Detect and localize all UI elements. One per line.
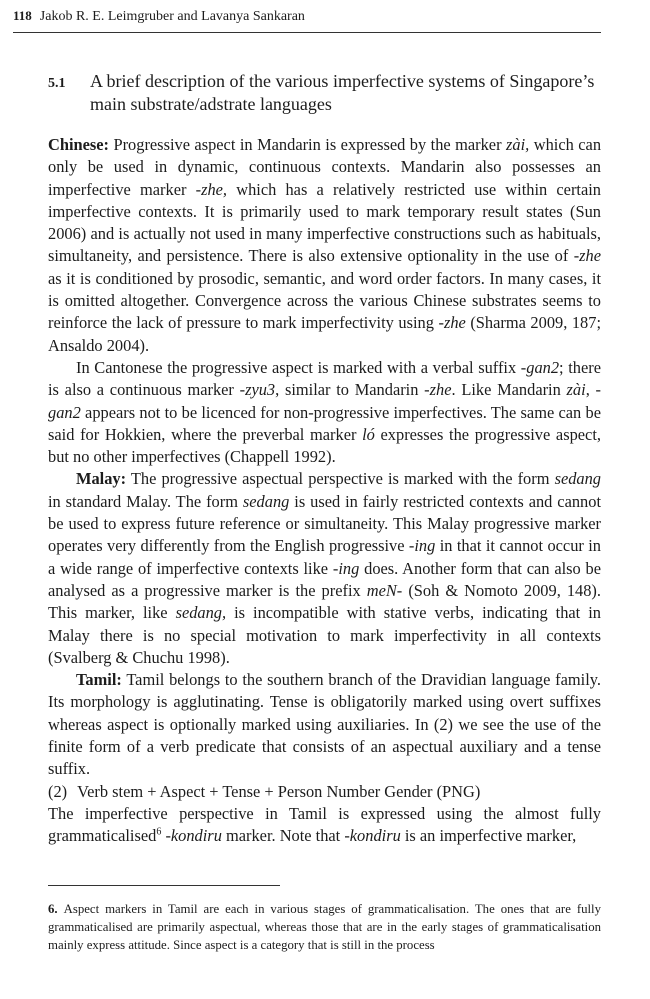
text-span: Tamil belongs to the southern branch of the Dravidian language family. Its morphology is agglutinating. Tense is obligatorily marked using overt suffixes whereas aspect is optionally marked using auxiliaries. In (2) we see the use of the finite form of a verb predicate that consists of an aspectual auxiliary and a tense suffix.: [48, 670, 601, 779]
paragraph-malay: [48, 468, 601, 669]
text-span: ; there is also a continuous marker: [48, 357, 601, 400]
term-gan2: -gan2: [520, 357, 560, 377]
text-span: is an imperfective marker,: [400, 826, 577, 846]
label-chinese: Chinese:: [48, 135, 110, 154]
term-lo: ló: [362, 424, 375, 444]
footnote-rule: [48, 885, 280, 886]
body-text: [48, 134, 601, 848]
text-span: is used in fairly restricted contexts and cannot be used to express future reference or simultaneity. This Malay progressive marker operates very differently from the English progressive: [48, 491, 601, 556]
term-zai: zài,: [506, 135, 530, 154]
text-span: which can only be used in dynamic, continuous contexts. Mandarin also possesses an imperfective marker: [48, 135, 602, 199]
term-zhe: -zhe,: [195, 179, 228, 199]
section-number: 5.1: [48, 76, 66, 91]
text-span: . Like Mandarin: [451, 380, 567, 400]
running-header: [13, 8, 601, 33]
term-zai: zài: [566, 380, 586, 400]
text-span: is incompatible with stative verbs, indicating that in Malay there is no special motivation to mark imperfectivity in all contexts (Svalberg & Chuchu 1998).: [48, 603, 601, 667]
term-sedang: sedang: [554, 469, 601, 489]
header-authors: Jakob R. E. Leimgruber and Lavanya Sankaran: [39, 9, 305, 24]
term-men: meN-: [366, 580, 403, 600]
term-ing: -ing: [408, 536, 436, 556]
term-gan2: -gan2: [48, 380, 601, 422]
term-kondiru: -kondiru: [344, 826, 401, 846]
text-span: In Cantonese the progressive aspect is marked with a verbal suffix: [76, 357, 521, 377]
footnote-text: Aspect markers in Tamil are each in various stages of grammaticalisation. The ones that are fully grammaticalised are primarily aspectual, whereas those that are in the early stages of grammaticalisation mainly express attitude. Since aspect is a category that is still in the process: [48, 902, 601, 952]
text-span: in that it cannot occur in a wide range of imperfective contexts like: [48, 536, 601, 578]
paragraph-tamil: [48, 669, 601, 780]
text-span: in standard Malay. The form: [48, 491, 243, 511]
footnote-number: 6.: [48, 902, 58, 916]
text-span: expresses the progressive aspect, but no other imperfectives (Chappell 1992).: [48, 424, 601, 467]
text-span: marker. Note that: [221, 826, 345, 846]
text-span: (Sharma 2009, 187; Ansaldo 2004).: [48, 313, 601, 355]
example-2: [48, 781, 601, 803]
section-title: A brief description of the various imperfective systems of Singapore’s main substrate/adstrate languages: [90, 71, 595, 114]
example-number: (2): [48, 781, 68, 801]
text-span: does. Another form that can also be analysed as a progressive marker is the prefix: [48, 558, 602, 600]
page-number: 118: [13, 8, 32, 23]
text-span: Progressive aspect in Mandarin is expressed by the marker: [109, 135, 507, 154]
example-text: Verb stem + Aspect + Tense + Person Number Gender (PNG): [77, 781, 481, 801]
footnote: [48, 901, 601, 954]
term-kondiru: -kondiru: [165, 826, 222, 846]
paragraph-cantonese: [48, 357, 601, 468]
paragraph-tamil-imperfective: [48, 803, 601, 848]
footnote-ref[interactable]: 6: [156, 826, 162, 838]
term-zhe: -zhe: [573, 246, 601, 266]
text-span: The imperfective perspective in Tamil is expressed using the almost fully grammaticalised: [48, 803, 601, 846]
label-tamil: Tamil:: [76, 670, 122, 690]
text-span: (Soh & Nomoto 2009, 148). This marker, like: [48, 580, 601, 623]
label-malay: Malay:: [76, 469, 127, 489]
section-heading: [48, 70, 608, 116]
term-zhe: -zhe: [424, 380, 452, 400]
text-span: , similar to Mandarin: [275, 380, 425, 400]
text-span: which has a relatively restricted use within certain imperfective contexts. It is primarily used to mark temporary result states (Sun 2006) and is actually not used in many imperfective constructions such as habituals, simultaneity, and persistence. There is also extensive optionality in the use of: [48, 179, 601, 266]
text-span: as it is conditioned by prosodic, semantic, and word order factors. In many cases, it is omitted altogether. Convergence across the various Chinese substrates seems to reinforce the lack of pressure to mark imperfectivity using: [48, 268, 601, 333]
term-zyu3: -zyu3: [239, 380, 276, 400]
text-span: The progressive aspectual perspective is marked with the form: [126, 469, 555, 489]
text-span: appears not to be licenced for non-progressive imperfectives. The same can be said for Hokkien, where the preverbal marker: [48, 402, 601, 444]
paragraph-chinese: [48, 134, 601, 357]
term-sedang: sedang: [242, 491, 290, 511]
term-ing: -ing: [332, 558, 360, 578]
term-zhe: -zhe: [438, 313, 466, 333]
text-span: ,: [585, 380, 596, 400]
term-sedang: sedang,: [175, 603, 227, 623]
